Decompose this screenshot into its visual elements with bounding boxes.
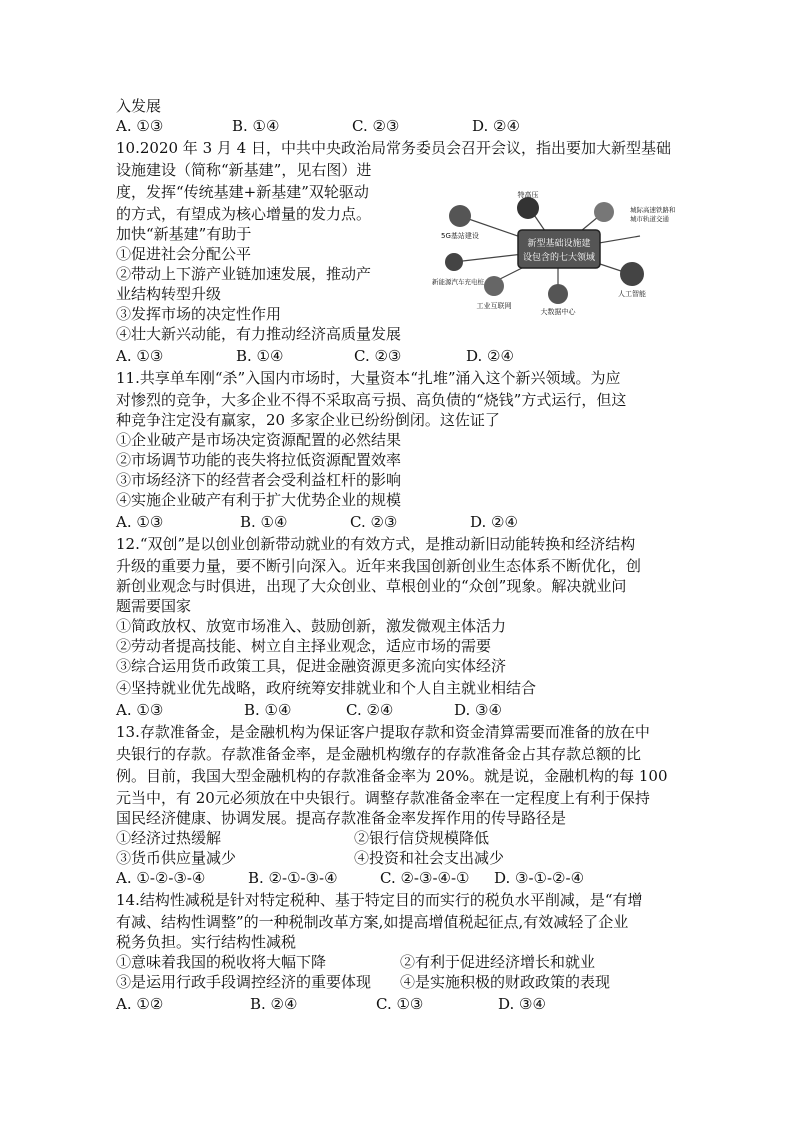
q9-option-b: B. ①④ [232, 117, 280, 135]
q11-stem-line: 对惨烈的竞争，大多企业不得不采取高亏损、高负债的“烧钱”方式运行，但这 [116, 391, 627, 409]
q12-stem-line: 新创业观念与时俱进，出现了大众创业、草根创业的“众创”现象。解决就业问 [116, 577, 627, 595]
field-label: 城市轨道交通 [630, 215, 669, 223]
5g-tower-icon [449, 205, 471, 227]
q12-item: ①简政放权、放宽市场准入、鼓励创新，激发微观主体活力 [116, 617, 507, 635]
q13-item: ③货币供应量减少 [116, 849, 237, 867]
train-icon [594, 202, 614, 222]
q9-option-c: C. ②③ [352, 117, 400, 135]
q10-stem-line: 加快“新基建”有助于 [116, 225, 252, 243]
q10-option-c: C. ②③ [354, 347, 402, 365]
q14-item: ③是运用行政手段调控经济的重要体现 [116, 973, 372, 991]
q10-item: ①促进社会分配公平 [116, 245, 252, 263]
q10-stem-line: 设施建设（简称“新基建”，见右图）进 [116, 161, 372, 179]
field-label: 城际高速铁路和 [630, 206, 676, 214]
q9-option-a: A. ①③ [116, 117, 164, 135]
q11-item: ③市场经济下的经营者会受利益杠杆的影响 [116, 471, 402, 489]
q13-item: ④投资和社会支出减少 [354, 849, 505, 867]
field-label: 特高压 [517, 191, 539, 199]
q12-option-d: D. ③④ [454, 701, 502, 719]
q10-option-a: A. ①③ [116, 347, 164, 365]
q13-stem-line: 央银行的存款。存款准备金率，是金融机构缴存的存款准备金占其存款总额的比 [116, 745, 642, 763]
q13-item: ①经济过热缓解 [116, 829, 222, 847]
q10-item: 业结构转型升级 [116, 285, 222, 303]
q13-stem-line: 13.存款准备金，是金融机构为保证客户提取存款和资金清算需要而准备的放在中 [116, 723, 650, 741]
field-label: 人工智能 [618, 290, 646, 298]
q11-option-a: A. ①③ [116, 513, 164, 531]
cloud-data-icon [548, 284, 568, 304]
field-label: 5G基站建设 [441, 232, 479, 240]
new-infrastructure-figure [430, 190, 686, 320]
q11-option-d: D. ②④ [470, 513, 518, 531]
q14-option-c: C. ①③ [376, 995, 424, 1013]
q10-item: ④壮大新兴动能，有力推动经济高质量发展 [116, 325, 402, 343]
q10-stem-line: 的方式，有望成为核心增量的发力点。 [116, 205, 372, 223]
robot-icon [620, 262, 644, 286]
q11-item: ④实施企业破产有利于扩大优势企业的规模 [116, 491, 402, 509]
factory-icon [484, 276, 504, 296]
center-label: 新型基础设施建 [527, 239, 591, 249]
q14-stem-line: 有减、结构性调整”的一种税制改革方案,如提高增值税起征点,有效减轻了企业 [116, 913, 629, 931]
center-label: 设包含的七大领域 [522, 253, 596, 263]
q11-option-c: C. ②③ [350, 513, 398, 531]
q14-option-a: A. ①② [116, 995, 164, 1013]
q14-stem-line: 14.结构性减税是针对特定税种、基于特定目的而实行的税负水平削减，是“有增 [116, 891, 643, 909]
q13-stem-line: 元当中，有 20元必须放在中央银行。调整存款准备金率在一定程度上有利于保持 [116, 789, 650, 807]
q10-stem-line: 10.2020 年 3 月 4 日，中共中央政治局常务委员会召开会议，指出要加大新型基础 [116, 139, 671, 157]
q10-option-d: D. ②④ [466, 347, 514, 365]
field-label: 工业互联网 [476, 302, 512, 310]
field-label: 新能源汽车充电桩 [432, 278, 484, 286]
q14-item: ④是实施积极的财政政策的表现 [400, 973, 611, 991]
q14-item: ①意味着我国的税收将大幅下降 [116, 953, 327, 971]
intro-tail: 入发展 [116, 97, 162, 115]
q11-item: ②市场调节功能的丧失将拉低资源配置效率 [116, 451, 402, 469]
q10-stem-line: 度，发挥“传统基建+新基建”双轮驱动 [116, 183, 369, 201]
q9-option-d: D. ②④ [472, 117, 520, 135]
charger-icon [445, 253, 463, 271]
q11-option-b: B. ①④ [240, 513, 288, 531]
q10-item: ③发挥市场的决定性作用 [116, 305, 282, 323]
q12-stem-line: 题需要国家 [116, 597, 192, 615]
q13-option-d: D. ③-①-②-④ [494, 869, 585, 887]
q14-stem-line: 税务负担。实行结构性减税 [116, 933, 297, 951]
q10-option-b: B. ①④ [236, 347, 284, 365]
q11-stem-line: 11.共享单车刚“杀”入国内市场时，大量资本“扎堆”涌入这个新兴领域。为应 [116, 369, 621, 387]
q12-stem-line: 升级的重要力量，要不断引向深入。近年来我国创新创业生态体系不断优化，创 [116, 557, 642, 575]
q12-item: ④坚持就业优先战略，政府统筹安排就业和个人自主就业相结合 [116, 679, 537, 697]
q13-option-a: A. ①-②-③-④ [116, 869, 206, 887]
q10-item: ②带动上下游产业链加速发展，推动产 [116, 265, 372, 283]
q13-option-c: C. ②-③-④-① [380, 869, 470, 887]
q12-option-a: A. ①③ [116, 701, 164, 719]
q13-option-b: B. ②-①-③-④ [248, 869, 338, 887]
q14-option-b: B. ②④ [250, 995, 298, 1013]
field-label: 大数据中心 [540, 308, 576, 316]
uhv-icon [517, 197, 539, 219]
q14-item: ②有利于促进经济增长和就业 [400, 953, 596, 971]
q12-item: ③综合运用货币政策工具，促进金融资源更多流向实体经济 [116, 657, 507, 675]
q13-stem-line: 国民经济健康、协调发展。提高存款准备金率发挥作用的传导路径是 [116, 809, 567, 827]
q11-stem-line: 种竞争注定没有赢家，20 多家企业已纷纷倒闭。这佐证了 [116, 411, 500, 429]
q12-stem-line: 12.“双创”是以创业创新带动就业的有效方式，是推动新旧动能转换和经济结构 [116, 535, 636, 553]
q12-item: ②劳动者提高技能、树立自主择业观念，适应市场的需要 [116, 637, 492, 655]
q12-option-c: C. ②④ [346, 701, 394, 719]
q12-option-b: B. ①④ [244, 701, 292, 719]
q11-item: ①企业破产是市场决定资源配置的必然结果 [116, 431, 402, 449]
q13-stem-line: 例。目前，我国大型金融机构的存款准备金率为 20%。就是说，金融机构的每 100 [116, 767, 668, 785]
q14-option-d: D. ③④ [498, 995, 546, 1013]
q13-item: ②银行信贷规模降低 [354, 829, 490, 847]
